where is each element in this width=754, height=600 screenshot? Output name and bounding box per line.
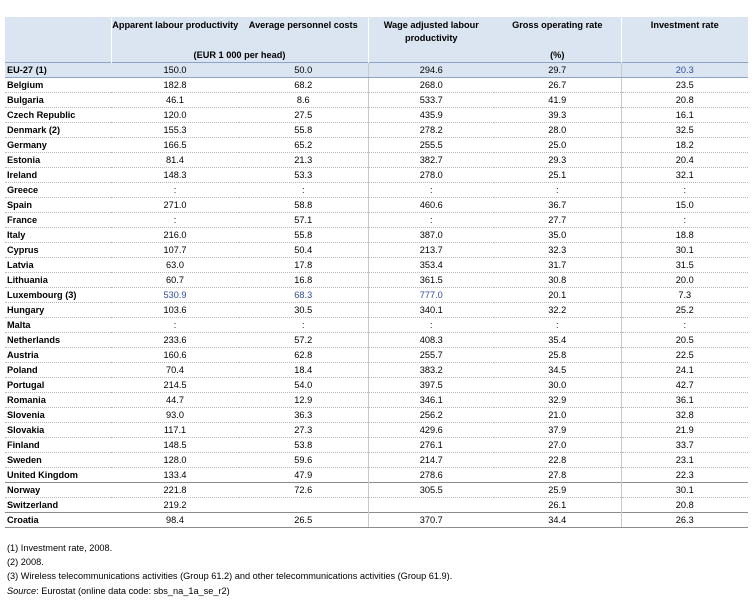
value-cell: 36.7 [494,198,621,213]
value-cell: 44.7 [111,393,239,408]
value-cell: 26.3 [621,513,748,528]
value-cell: 39.3 [494,108,621,123]
country-name: Austria [5,348,111,363]
value-cell: 93.0 [111,408,239,423]
value-cell: 382.7 [368,153,494,168]
value-cell: 35.0 [494,228,621,243]
value-cell: 155.3 [111,123,239,138]
value-cell: 294.6 [368,63,494,78]
country-name: Hungary [5,303,111,318]
table-row [5,78,748,93]
value-cell: 27.8 [494,468,621,483]
table-row [5,303,748,318]
table-row [5,423,748,438]
table-body [5,63,748,528]
value-cell: 37.9 [494,423,621,438]
value-cell: 18.4 [239,363,368,378]
value-cell: 7.3 [621,288,748,303]
value-cell: 21.3 [239,153,368,168]
value-cell: 25.1 [494,168,621,183]
value-cell: 41.9 [494,93,621,108]
table-row [5,93,748,108]
value-cell: 12.9 [239,393,368,408]
eu-row [5,63,748,78]
value-cell: : [621,318,748,333]
value-cell: 148.3 [111,168,239,183]
value-cell: 31.5 [621,258,748,273]
country-name: Portugal [5,378,111,393]
value-cell: 103.6 [111,303,239,318]
header-investment-rate: Investment rate [621,17,748,49]
country-name: Netherlands [5,333,111,348]
header-apparent-labour-productivity: Apparent labour productivity [111,17,239,49]
value-cell: 25.2 [621,303,748,318]
country-name: Estonia [5,153,111,168]
value-cell: 397.5 [368,378,494,393]
value-cell: 98.4 [111,513,239,528]
country-name: Lithuania [5,273,111,288]
value-cell: 219.2 [111,498,239,513]
unit-percent: (%) [494,49,621,63]
value-cell: 128.0 [111,453,239,468]
value-cell: 120.0 [111,108,239,123]
table-row [5,108,748,123]
value-cell: : [239,183,368,198]
country-name: Sweden [5,453,111,468]
value-cell: 150.0 [111,63,239,78]
value-cell: 53.3 [239,168,368,183]
value-cell: 29.3 [494,153,621,168]
value-cell: 25.8 [494,348,621,363]
statistics-table [5,17,748,528]
value-cell: 31.7 [494,258,621,273]
value-cell: 27.5 [239,108,368,123]
value-cell: 50.4 [239,243,368,258]
country-name: Denmark (2) [5,123,111,138]
table-row [5,123,748,138]
table-row [5,198,748,213]
value-cell: 133.4 [111,468,239,483]
table-row [5,318,748,333]
value-cell: : [111,183,239,198]
value-cell: 460.6 [368,198,494,213]
value-cell: 777.0 [368,288,494,303]
footnote-3: (3) Wireless telecommunications activities (Group 61.2) and other telecommunications activities (Group 61.9). [7,571,453,582]
table-row [5,498,748,513]
value-cell [368,498,494,513]
table-row [5,378,748,393]
country-name: Romania [5,393,111,408]
value-cell: 221.8 [111,483,239,498]
value-cell: 32.1 [621,168,748,183]
country-name: Bulgaria [5,93,111,108]
value-cell: 148.5 [111,438,239,453]
country-name: Luxembourg (3) [5,288,111,303]
footnotes [7,541,452,598]
table-row [5,243,748,258]
source-label: Source [7,585,37,596]
value-cell: 26.7 [494,78,621,93]
header-gross-operating-rate: Gross operating rate [494,17,621,49]
value-cell: 20.5 [621,333,748,348]
value-cell: 47.9 [239,468,368,483]
country-name: Malta [5,318,111,333]
value-cell: 278.6 [368,468,494,483]
value-cell: 35.4 [494,333,621,348]
unit-stub [5,49,111,63]
value-cell: 18.8 [621,228,748,243]
table-row [5,453,748,468]
value-cell: 21.9 [621,423,748,438]
value-cell: 22.8 [494,453,621,468]
value-cell: 20.8 [621,498,748,513]
table-row [5,408,748,423]
value-cell: 15.0 [621,198,748,213]
value-cell: 408.3 [368,333,494,348]
value-cell: 20.1 [494,288,621,303]
value-cell: : [111,318,239,333]
table-row [5,288,748,303]
value-cell: 42.7 [621,378,748,393]
value-cell: 20.0 [621,273,748,288]
value-cell: 353.4 [368,258,494,273]
country-name: Italy [5,228,111,243]
value-cell: 256.2 [368,408,494,423]
value-cell: 46.1 [111,93,239,108]
value-cell: 22.5 [621,348,748,363]
table-row [5,228,748,243]
value-cell: : [368,318,494,333]
table-row [5,168,748,183]
table-row [5,333,748,348]
value-cell: 30.5 [239,303,368,318]
table-row [5,213,748,228]
value-cell: 340.1 [368,303,494,318]
country-name: Latvia [5,258,111,273]
table-row [5,438,748,453]
value-cell: 32.8 [621,408,748,423]
unit-eur-per-head: (EUR 1 000 per head) [111,49,368,63]
value-cell: 30.1 [621,243,748,258]
value-cell: 255.5 [368,138,494,153]
table-row [5,393,748,408]
unit-row [5,49,748,63]
value-cell: 25.0 [494,138,621,153]
unit-blank [368,49,494,63]
value-cell: 435.9 [368,108,494,123]
country-name: United Kingdom [5,468,111,483]
header-stub [5,17,111,49]
value-cell: 32.3 [494,243,621,258]
country-name: Switzerland [5,498,111,513]
value-cell: 16.1 [621,108,748,123]
value-cell: 214.5 [111,378,239,393]
value-cell: : [368,213,494,228]
value-cell: 24.1 [621,363,748,378]
country-name: Czech Republic [5,108,111,123]
value-cell: 233.6 [111,333,239,348]
value-cell: 23.1 [621,453,748,468]
value-cell: 81.4 [111,153,239,168]
header-average-personnel-costs: Average personnel costs [239,17,368,49]
country-name: France [5,213,111,228]
value-cell: 57.1 [239,213,368,228]
table-row [5,138,748,153]
value-cell: 27.0 [494,438,621,453]
table-row [5,363,748,378]
value-cell: 117.1 [111,423,239,438]
value-cell: 60.7 [111,273,239,288]
value-cell: 107.7 [111,243,239,258]
table-row [5,348,748,363]
value-cell: 63.0 [111,258,239,273]
value-cell: 30.8 [494,273,621,288]
value-cell: 533.7 [368,93,494,108]
value-cell: 65.2 [239,138,368,153]
value-cell: 17.8 [239,258,368,273]
value-cell: 68.2 [239,78,368,93]
value-cell: 34.5 [494,363,621,378]
value-cell: 28.0 [494,123,621,138]
value-cell: 32.9 [494,393,621,408]
value-cell: 53.8 [239,438,368,453]
value-cell: : [494,318,621,333]
country-name: Norway [5,483,111,498]
unit-blank-2 [621,49,748,63]
value-cell: : [111,213,239,228]
source-line [7,584,452,598]
country-name: Cyprus [5,243,111,258]
value-cell: 29.7 [494,63,621,78]
value-cell: 68.3 [239,288,368,303]
value-cell: 33.7 [621,438,748,453]
value-cell: 23.5 [621,78,748,93]
value-cell: : [368,183,494,198]
value-cell: 387.0 [368,228,494,243]
value-cell: 55.8 [239,228,368,243]
value-cell: 213.7 [368,243,494,258]
value-cell: 214.7 [368,453,494,468]
value-cell: 271.0 [111,198,239,213]
country-name: Germany [5,138,111,153]
table-row [5,468,748,483]
table-row [5,513,748,528]
country-name: Belgium [5,78,111,93]
value-cell: 20.8 [621,93,748,108]
country-name: Finland [5,438,111,453]
value-cell: 429.6 [368,423,494,438]
country-name: Slovakia [5,423,111,438]
value-cell: 30.1 [621,483,748,498]
value-cell: 26.5 [239,513,368,528]
value-cell: : [621,183,748,198]
value-cell [239,498,368,513]
country-name: Slovenia [5,408,111,423]
table-row [5,483,748,498]
value-cell: : [239,318,368,333]
value-cell: 22.3 [621,468,748,483]
table-row [5,273,748,288]
value-cell: 278.2 [368,123,494,138]
value-cell: 305.5 [368,483,494,498]
value-cell: 54.0 [239,378,368,393]
value-cell: 26.1 [494,498,621,513]
value-cell: 55.8 [239,123,368,138]
value-cell: 346.1 [368,393,494,408]
value-cell: 36.3 [239,408,368,423]
value-cell: 361.5 [368,273,494,288]
value-cell: 383.2 [368,363,494,378]
value-cell: 32.2 [494,303,621,318]
value-cell: 50.0 [239,63,368,78]
footnote-1: (1) Investment rate, 2008. [7,543,113,553]
value-cell: 21.0 [494,408,621,423]
value-cell: 216.0 [111,228,239,243]
value-cell: 268.0 [368,78,494,93]
footnote-2: (2) 2008. [7,557,44,568]
value-cell: 278.0 [368,168,494,183]
country-name: EU-27 (1) [5,63,111,78]
table-row [5,258,748,273]
country-name: Ireland [5,168,111,183]
value-cell: 58.8 [239,198,368,213]
value-cell: 62.8 [239,348,368,363]
value-cell: 70.4 [111,363,239,378]
country-name: Croatia [5,513,111,528]
value-cell: 59.6 [239,453,368,468]
value-cell: : [621,213,748,228]
value-cell: 20.3 [621,63,748,78]
value-cell: 255.7 [368,348,494,363]
value-cell: 27.7 [494,213,621,228]
value-cell: 182.8 [111,78,239,93]
value-cell: 27.3 [239,423,368,438]
table-row [5,183,748,198]
table-row [5,153,748,168]
header-row [5,17,748,49]
country-name: Greece [5,183,111,198]
value-cell: 18.2 [621,138,748,153]
value-cell: 72.6 [239,483,368,498]
value-cell: 57.2 [239,333,368,348]
country-name: Poland [5,363,111,378]
value-cell: 32.5 [621,123,748,138]
value-cell: 20.4 [621,153,748,168]
value-cell: 530.9 [111,288,239,303]
value-cell: 370.7 [368,513,494,528]
value-cell: 160.6 [111,348,239,363]
header-wage-adjusted-labour-productivity: Wage adjusted labour productivity [368,17,494,49]
value-cell: 8.6 [239,93,368,108]
country-name: Spain [5,198,111,213]
value-cell: : [494,183,621,198]
source-text: : Eurostat (online data code: sbs_na_1a_se_r2) [36,585,230,596]
value-cell: 166.5 [111,138,239,153]
value-cell: 276.1 [368,438,494,453]
value-cell: 30.0 [494,378,621,393]
value-cell: 16.8 [239,273,368,288]
value-cell: 36.1 [621,393,748,408]
value-cell: 25.9 [494,483,621,498]
value-cell: 34.4 [494,513,621,528]
